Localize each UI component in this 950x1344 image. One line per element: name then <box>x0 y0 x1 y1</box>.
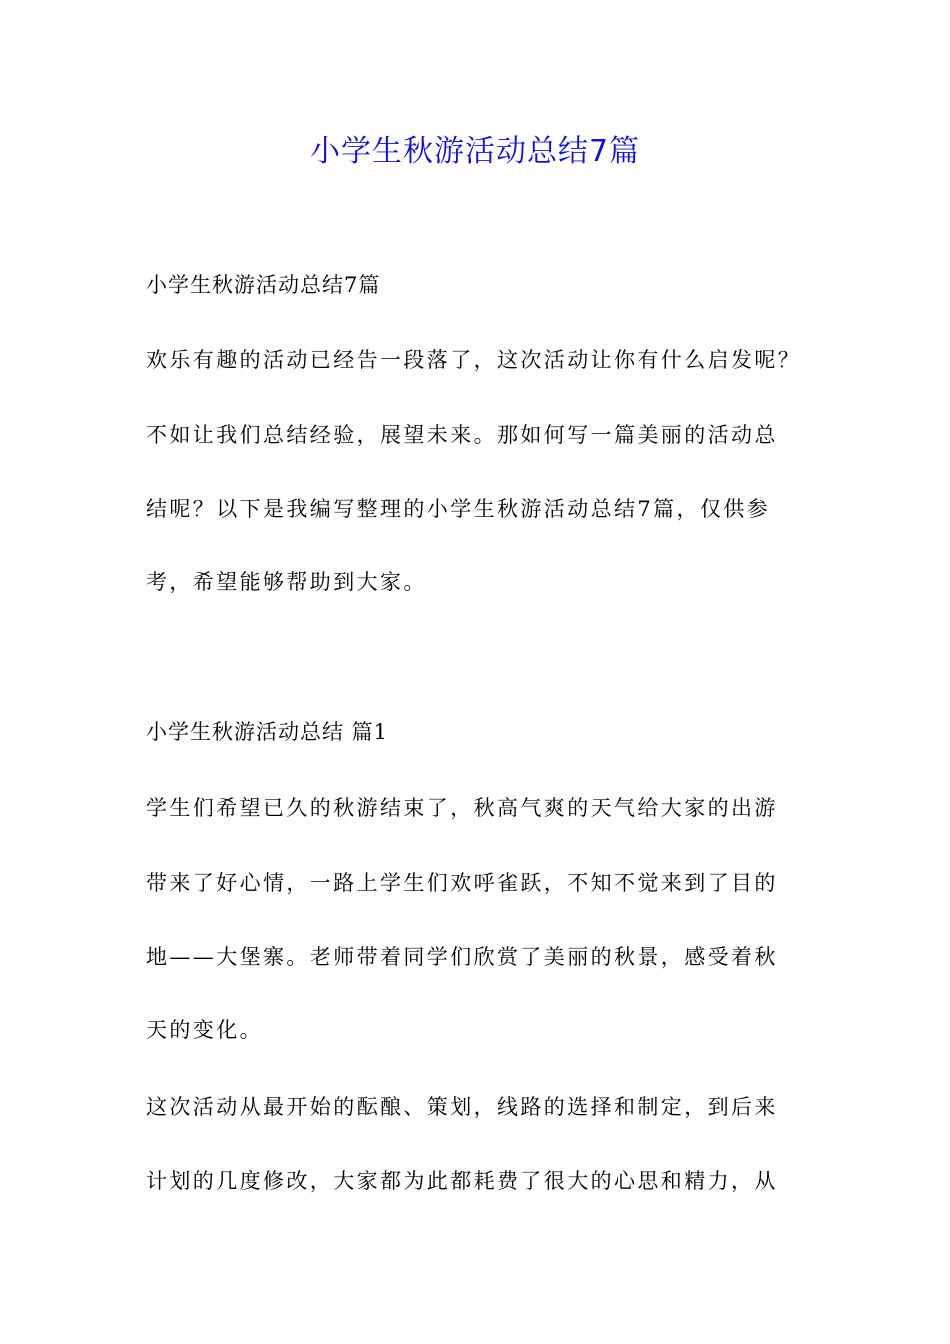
section-line: 天的变化。 <box>146 1018 263 1042</box>
intro-line: 欢乐有趣的活动已经告一段落了，这次活动让你有什么启发呢？ <box>146 348 802 372</box>
document-subtitle: 小学生秋游活动总结7篇 <box>146 273 381 297</box>
intro-line: 不如让我们总结经验，展望未来。那如何写一篇美丽的活动总 <box>146 423 778 447</box>
document-title: 小学生秋游活动总结7篇 <box>309 134 641 169</box>
section-line: 地——大堡寨。老师带着同学们欣赏了美丽的秋景，感受着秋 <box>146 945 778 969</box>
section-line: 计划的几度修改，大家都为此都耗费了很大的心思和精力，从 <box>146 1169 778 1193</box>
intro-line: 考，希望能够帮助到大家。 <box>146 570 427 594</box>
section-line: 带来了好心情，一路上学生们欢呼雀跃，不知不觉来到了目的 <box>146 871 778 895</box>
intro-line: 结呢？以下是我编写整理的小学生秋游活动总结7篇，仅供参 <box>146 497 771 521</box>
section-line: 这次活动从最开始的酝酿、策划，线路的选择和制定，到后来 <box>146 1095 778 1119</box>
section-line: 学生们希望已久的秋游结束了，秋高气爽的天气给大家的出游 <box>146 796 778 820</box>
section-heading: 小学生秋游活动总结 篇1 <box>146 720 389 744</box>
